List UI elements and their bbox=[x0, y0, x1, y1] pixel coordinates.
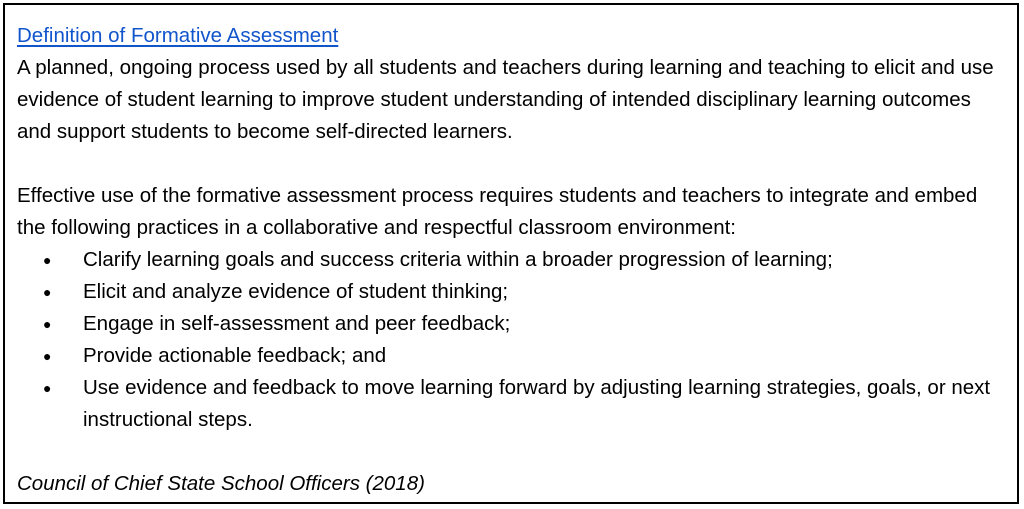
list-item bbox=[17, 340, 1007, 372]
paragraph-spacer bbox=[17, 436, 1007, 468]
list-item-text: Engage in self-assessment and peer feedback; bbox=[83, 312, 511, 335]
bullet-icon: ● bbox=[43, 284, 52, 300]
list-item bbox=[17, 372, 1007, 436]
practices-intro: Effective use of the formative assessment process requires students and teachers to integrate and embed the following practices in a collaborative and respectful classroom environment: bbox=[17, 184, 978, 239]
list-item bbox=[17, 308, 1007, 340]
list-item-text: Clarify learning goals and success criteria within a broader progression of learning; bbox=[83, 248, 833, 271]
definition-text: A planned, ongoing process used by all students and teachers during learning and teaching to elicit and use evidence of student learning to improve student understanding of intended disciplinary learning outcomes and support students to become self-directed learners. bbox=[17, 56, 994, 143]
definition-box bbox=[3, 3, 1019, 504]
list-item-text: Use evidence and feedback to move learning forward by adjusting learning strategies, goals, or next instructional steps. bbox=[83, 376, 991, 431]
bullet-icon: ● bbox=[43, 316, 52, 332]
list-item-text: Provide actionable feedback; and bbox=[83, 344, 387, 367]
citation: Council of Chief State School Officers (2018) bbox=[17, 472, 425, 495]
practices-list bbox=[17, 244, 1007, 436]
definition-content bbox=[17, 20, 1007, 500]
list-item bbox=[17, 244, 1007, 276]
bullet-icon: ● bbox=[43, 380, 52, 396]
definition-title-link[interactable]: Definition of Formative Assessment bbox=[17, 24, 339, 47]
bullet-icon: ● bbox=[43, 348, 52, 364]
list-item-text: Elicit and analyze evidence of student thinking; bbox=[83, 280, 509, 303]
bullet-icon: ● bbox=[43, 252, 52, 268]
list-item bbox=[17, 276, 1007, 308]
paragraph-spacer bbox=[17, 148, 1007, 180]
